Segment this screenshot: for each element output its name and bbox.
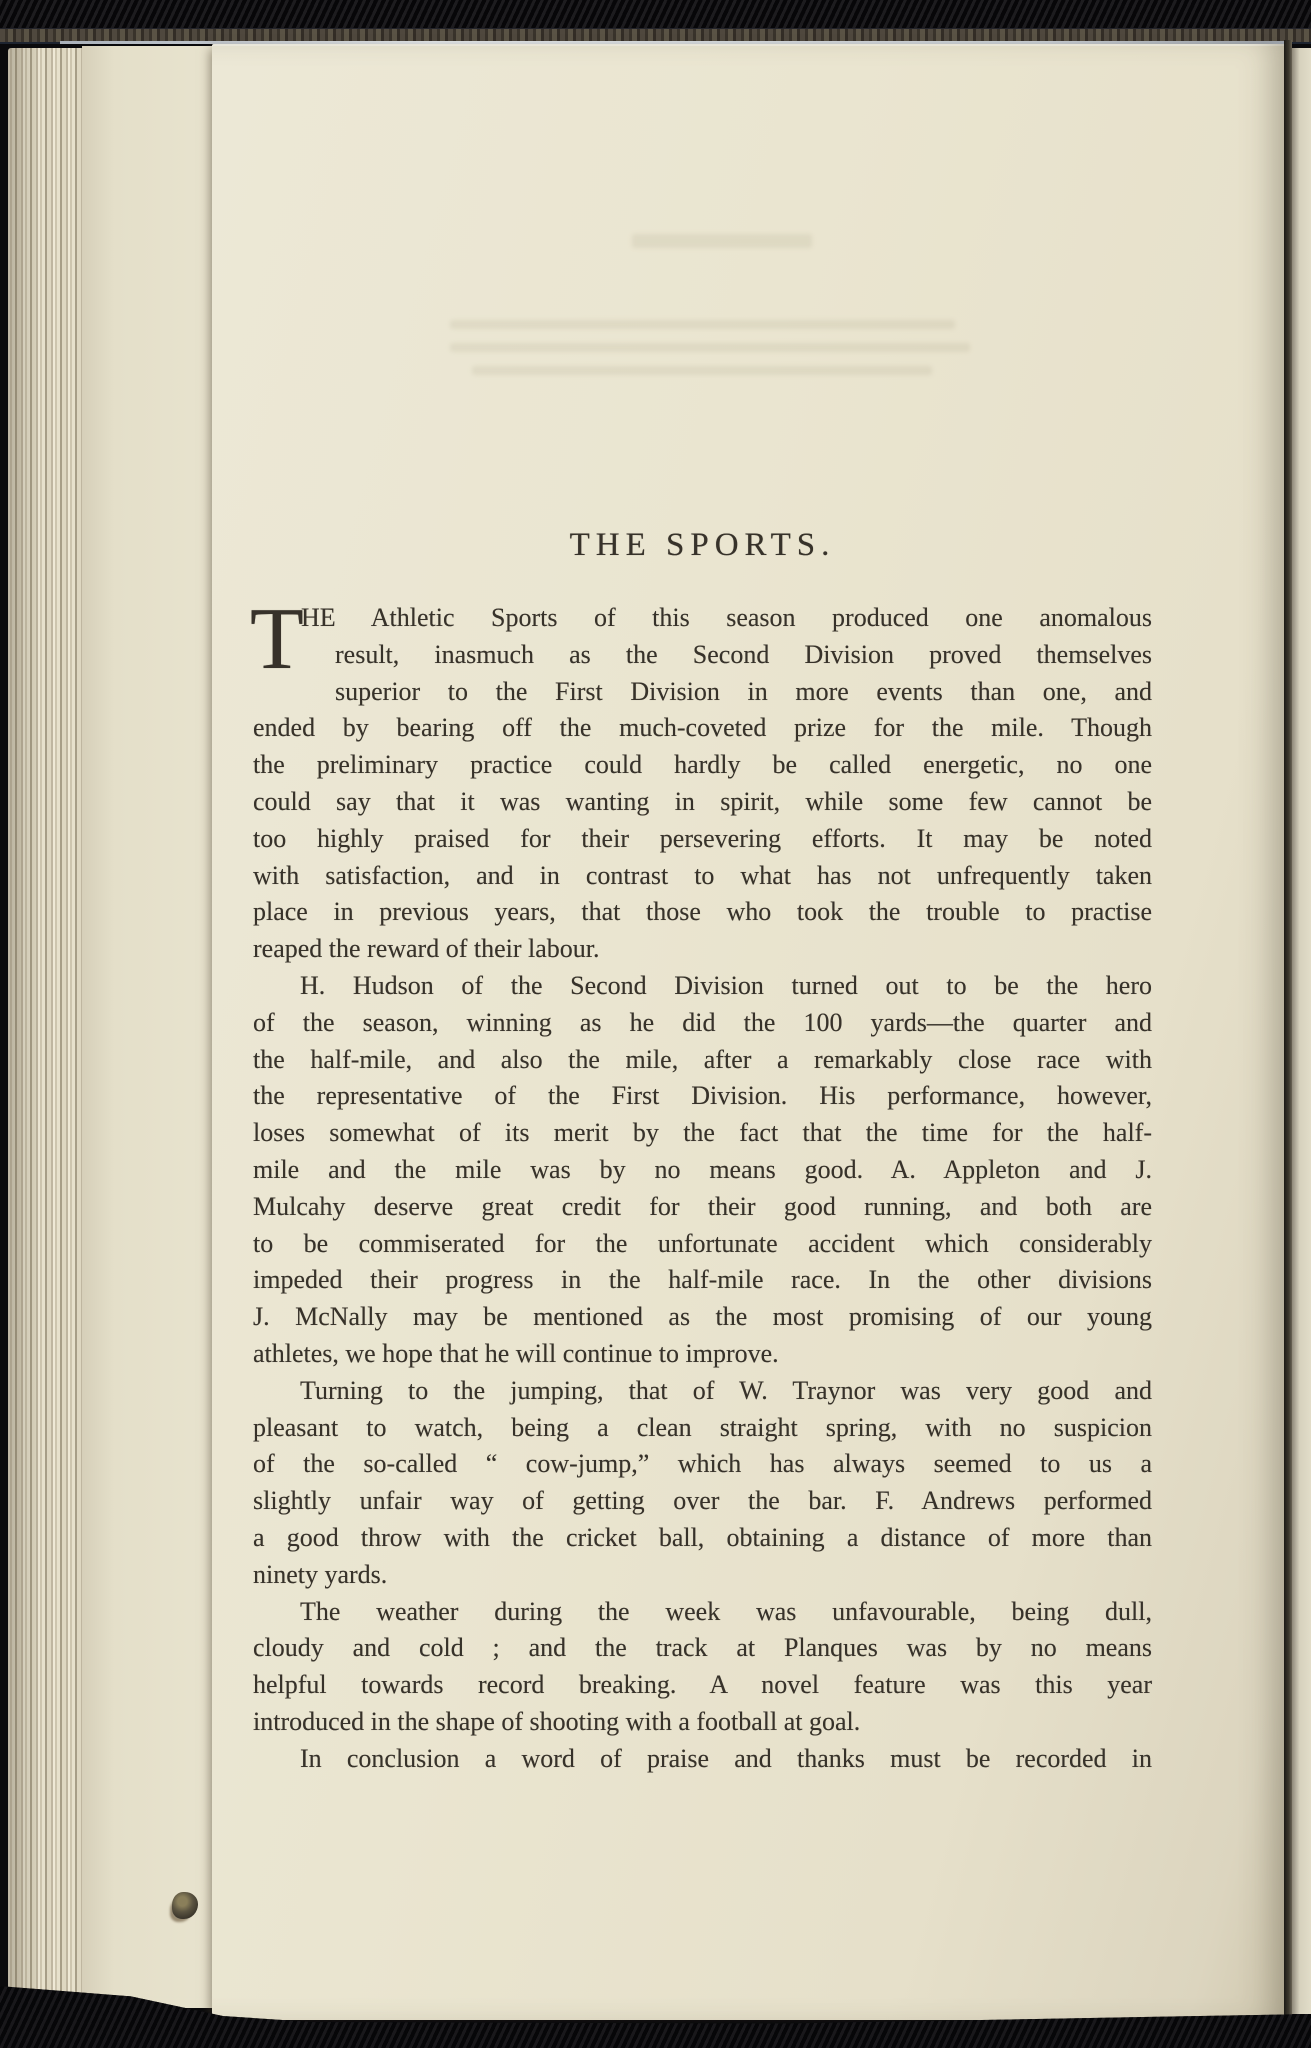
text-line: J. McNally may be mentioned as the most promising of our young	[253, 1302, 1152, 1332]
text-line: HE Athletic Sports of this season produced one anomalous	[301, 603, 1152, 632]
text-line: Turning to the jumping, that of W. Traynor was very good and	[300, 1375, 1152, 1405]
text-line: with satisfaction, and in contrast to what has not unfrequently taken	[253, 860, 1152, 890]
text-line: The weather during the week was unfavourable, being dull,	[300, 1596, 1152, 1626]
text-line: ninety yards.	[253, 1559, 388, 1589]
paragraph	[253, 1594, 1152, 1778]
text-line: superior to the First Division in more events than one, and	[335, 676, 1152, 706]
text-line: the preliminary practice could hardly be called energetic, no one	[253, 750, 1152, 780]
text-line: the representative of the First Division. His performance, however,	[253, 1081, 1152, 1111]
text-line: the half-mile, and also the mile, after a remarkably close race with	[253, 1044, 1152, 1074]
text-line: a good throw with the cricket ball, obtaining a distance of more than	[253, 1522, 1152, 1552]
text-line: too highly praised for their persevering efforts. It may be noted	[253, 823, 1152, 853]
show-through-text	[450, 343, 970, 352]
text-line: to be commiserated for the unfortunate accident which considerably	[253, 1228, 1152, 1258]
paragraph	[250, 591, 1152, 968]
book-page	[212, 44, 1284, 2020]
text-line: loses somewhat of its merit by the fact that the time for the half-	[253, 1118, 1152, 1148]
show-through-text	[472, 366, 932, 375]
text-line: mile and the mile was by no means good. A. Appleton and J.	[253, 1154, 1152, 1184]
text-line: result, inasmuch as the Second Division proved themselves	[335, 639, 1152, 669]
underlying-page-edge	[82, 46, 212, 2008]
page-edge-stack	[8, 48, 82, 2004]
facing-page-edge	[1292, 48, 1311, 2014]
scanner-backdrop	[0, 0, 1311, 30]
show-through-text	[450, 320, 955, 329]
body-text	[250, 591, 1152, 1778]
text-line: In conclusion a word of praise and thanks must be recorded in	[300, 1743, 1152, 1773]
text-line: reaped the reward of their labour.	[253, 934, 600, 964]
show-through-text	[632, 234, 812, 248]
text-line: impeded their progress in the half-mile race. In the other divisions	[253, 1265, 1152, 1295]
text-line: of the so-called “ cow-jump,” which has always seemed to us a	[253, 1449, 1152, 1479]
text-line: could say that it was wanting in spirit, while some few cannot be	[253, 786, 1152, 816]
text-line: introduced in the shape of shooting with a football at goal.	[253, 1706, 861, 1736]
drop-cap: T	[250, 591, 304, 688]
text-line: Mulcahy deserve great credit for their good running, and both are	[253, 1191, 1152, 1221]
text-line: ended by bearing off the much-coveted prize for the mile. Though	[253, 713, 1152, 743]
text-line: H. Hudson of the Second Division turned out to be the hero	[300, 970, 1152, 1000]
book-gutter-shadow	[1284, 40, 1292, 2020]
text-line: pleasant to watch, being a clean straight spring, with no suspicion	[253, 1412, 1152, 1442]
paragraph	[253, 968, 1152, 1373]
text-line: athletes, we hope that he will continue to improve.	[253, 1338, 779, 1368]
page-title: THE SPORTS.	[569, 527, 836, 563]
text-line: place in previous years, that those who took the trouble to practise	[253, 897, 1152, 927]
text-line: helpful towards record breaking. A novel feature was this year	[253, 1670, 1152, 1700]
paragraph	[253, 1373, 1152, 1594]
text-line: slightly unfair way of getting over the bar. F. Andrews performed	[253, 1486, 1152, 1516]
text-line: of the season, winning as he did the 100 yards—the quarter and	[253, 1007, 1152, 1037]
text-line: cloudy and cold ; and the track at Planques was by no means	[253, 1633, 1152, 1663]
